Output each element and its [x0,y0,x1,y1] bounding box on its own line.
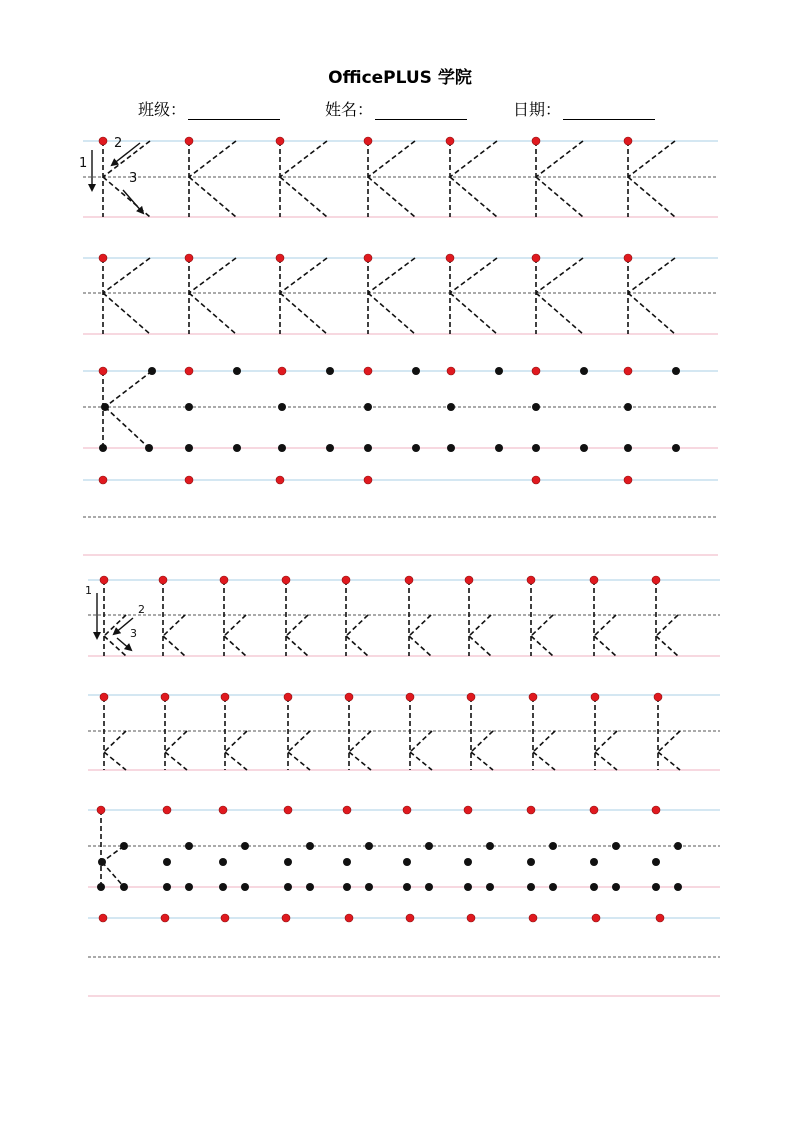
guide-lines [83,141,720,996]
trace-dot [99,444,107,452]
K-upper-arm-r2-3 [368,258,415,293]
trace-dot [580,367,588,375]
trace-dot [580,444,588,452]
start-dot [345,914,353,922]
trace-dot [233,367,241,375]
trace-dot [486,842,494,850]
start-dot [221,914,229,922]
start-dot [467,693,475,701]
k-leg-r2-1 [165,752,187,770]
trace-dot [101,403,109,411]
start-dot [529,693,537,701]
k-leg-r1-6 [469,636,491,656]
K-upper-arm-r2-1 [189,258,236,293]
k-arm-r1-7 [531,615,553,636]
trace-dot [674,883,682,891]
start-dot [364,476,372,484]
k-arm-r1-3 [286,615,308,636]
trace-dot [403,883,411,891]
start-dot [624,254,632,262]
start-dot [185,476,193,484]
trace-dot [412,367,420,375]
K-upper-arm-r1-6 [628,141,675,177]
K-lower-leg-r1-2 [280,177,327,217]
trace-dot [412,444,420,452]
start-dot [529,914,537,922]
K-lower-leg-r2-4 [450,293,497,334]
k-model-leg [102,862,124,887]
k-arm-r2-5 [410,731,432,752]
trace-dot [219,883,227,891]
trace-dot [148,367,156,375]
start-dot [532,476,540,484]
start-dot [99,254,107,262]
stroke-number-3: 3 [129,171,138,186]
start-dot [276,254,284,262]
stroke-number-2: 2 [138,603,145,616]
trace-dot [306,842,314,850]
start-dot [591,693,599,701]
k-leg-r1-7 [531,636,553,656]
trace-dot [447,403,455,411]
start-dot [624,137,632,145]
start-dot [284,693,292,701]
K-upper-arm-r1-5 [536,141,583,177]
K-model-arm [105,371,152,407]
start-dot [405,576,413,584]
k-leg-r1-1 [163,636,185,656]
k-leg-r2-0 [104,752,126,770]
page-title: OfficePLUS 学院 [328,68,472,88]
start-dot [446,254,454,262]
letter-glyphs [101,141,680,887]
K-upper-arm-r2-0 [103,258,150,293]
stroke-number-1: 1 [85,584,92,597]
k-leg-r1-2 [224,636,246,656]
trace-dot [549,883,557,891]
start-dot [406,914,414,922]
trace-dot [284,883,292,891]
start-dot [364,254,372,262]
start-dot [447,367,455,375]
trace-dot [278,444,286,452]
k-arm-r1-8 [594,615,616,636]
trace-dot [403,858,411,866]
start-dot [342,576,350,584]
start-dot [343,806,351,814]
k-arm-r1-2 [224,615,246,636]
start-dot [624,476,632,484]
trace-dot [343,883,351,891]
trace-dot [624,403,632,411]
k-leg-r1-3 [286,636,308,656]
k-arm-r2-7 [533,731,555,752]
dots [97,137,682,922]
trace-dot [527,883,535,891]
start-dot [532,254,540,262]
K-lower-leg-r2-0 [103,293,150,334]
start-dot [284,806,292,814]
date-label: 日期： [513,100,562,119]
k-arm-r2-8 [595,731,617,752]
trace-dot [241,842,249,850]
trace-dot [326,367,334,375]
trace-dot [145,444,153,452]
start-dot [99,367,107,375]
k-arm-r1-6 [469,615,491,636]
k-arm-r2-9 [658,731,680,752]
trace-dot [652,883,660,891]
k-leg-r1-0 [104,636,126,656]
start-dot [532,137,540,145]
trace-dot [241,883,249,891]
trace-dot [652,858,660,866]
trace-dot [364,403,372,411]
K-upper-arm-r2-4 [450,258,497,293]
k-arm-r1-9 [656,615,678,636]
start-dot [527,576,535,584]
trace-dot [486,883,494,891]
k-arm-r1-4 [346,615,368,636]
K-lower-leg-r1-5 [536,177,583,217]
start-dot [221,693,229,701]
k-leg-r2-8 [595,752,617,770]
trace-dot [532,444,540,452]
K-lower-leg-r1-6 [628,177,675,217]
start-dot [276,137,284,145]
start-dot [345,693,353,701]
k-model-arm [102,846,124,862]
start-dot [364,137,372,145]
trace-dot [590,883,598,891]
trace-dot [185,842,193,850]
trace-dot [674,842,682,850]
k-arm-r2-6 [471,731,493,752]
k-leg-r2-4 [349,752,371,770]
K-lower-leg-r1-1 [189,177,236,217]
k-arm-r1-5 [409,615,431,636]
start-dot [652,806,660,814]
trace-dot [464,883,472,891]
k-leg-r2-7 [533,752,555,770]
start-dot [99,914,107,922]
trace-dot [233,444,241,452]
k-arm-r2-3 [288,731,310,752]
start-dot [464,806,472,814]
trace-dot [549,842,557,850]
K-lower-leg-r2-3 [368,293,415,334]
trace-dot [495,367,503,375]
start-dot [185,254,193,262]
stroke-number-1: 1 [79,156,88,171]
trace-dot [120,883,128,891]
K-upper-arm-r1-2 [280,141,327,177]
trace-dot [527,858,535,866]
start-dot [185,367,193,375]
K-lower-leg-r2-2 [280,293,327,334]
trace-dot [365,883,373,891]
k-arm-r2-2 [225,731,247,752]
start-dot [403,806,411,814]
start-dot [100,693,108,701]
k-leg-r1-4 [346,636,368,656]
trace-dot [425,883,433,891]
K-upper-arm-r1-3 [368,141,415,177]
trace-dot [185,403,193,411]
k-leg-r1-5 [409,636,431,656]
K-lower-leg-r2-1 [189,293,236,334]
k-leg-r1-8 [594,636,616,656]
k-leg-r2-2 [225,752,247,770]
name-label: 姓名： [325,100,374,119]
K-upper-arm-r1-1 [189,141,236,177]
start-dot [278,367,286,375]
start-dot [527,806,535,814]
K-lower-leg-r1-3 [368,177,415,217]
K-lower-leg-r1-4 [450,177,497,217]
start-dot [590,806,598,814]
start-dot [185,137,193,145]
start-dot [590,576,598,584]
trace-dot [672,444,680,452]
trace-dot [120,842,128,850]
trace-dot [464,858,472,866]
K-upper-arm-r1-4 [450,141,497,177]
stroke-arrow-3 [117,638,131,650]
start-dot [99,137,107,145]
trace-dot [590,858,598,866]
K-lower-leg-r2-5 [536,293,583,334]
start-dot [282,914,290,922]
start-dot [282,576,290,584]
stroke-number-2: 2 [114,136,123,151]
stroke-arrow-3 [123,190,143,213]
stroke-order-guide [79,136,145,650]
start-dot [161,914,169,922]
trace-dot [624,444,632,452]
k-arm-r2-4 [349,731,371,752]
start-dot [465,576,473,584]
trace-dot [612,883,620,891]
class-label: 班级： [138,100,187,119]
trace-dot [326,444,334,452]
trace-dot [365,842,373,850]
trace-dot [163,858,171,866]
trace-dot [447,444,455,452]
start-dot [161,693,169,701]
start-dot [532,367,540,375]
start-dot [100,576,108,584]
trace-dot [672,367,680,375]
start-dot [446,137,454,145]
K-upper-arm-r2-6 [628,258,675,293]
k-leg-r2-6 [471,752,493,770]
start-dot [163,806,171,814]
trace-dot [612,842,620,850]
K-lower-leg-r1-0 [103,177,150,217]
trace-dot [98,858,106,866]
start-dot [220,576,228,584]
k-leg-r2-5 [410,752,432,770]
start-dot [219,806,227,814]
start-dot [624,367,632,375]
trace-dot [219,858,227,866]
K-upper-arm-r2-2 [280,258,327,293]
k-arm-r2-1 [165,731,187,752]
trace-dot [163,883,171,891]
k-arm-r2-0 [104,731,126,752]
start-dot [97,806,105,814]
trace-dot [185,444,193,452]
start-dot [99,476,107,484]
k-arm-r1-1 [163,615,185,636]
trace-dot [97,883,105,891]
start-dot [592,914,600,922]
trace-dot [425,842,433,850]
K-upper-arm-r2-5 [536,258,583,293]
K-model-leg [105,407,149,448]
start-dot [467,914,475,922]
trace-dot [495,444,503,452]
trace-dot [343,858,351,866]
start-dot [159,576,167,584]
k-leg-r2-3 [288,752,310,770]
start-dot [654,693,662,701]
start-dot [656,914,664,922]
trace-dot [532,403,540,411]
trace-dot [306,883,314,891]
trace-dot [185,883,193,891]
start-dot [406,693,414,701]
trace-dot [364,444,372,452]
k-leg-r1-9 [656,636,678,656]
start-dot [276,476,284,484]
K-upper-arm-r1-0 [103,141,150,177]
trace-dot [284,858,292,866]
k-leg-r2-9 [658,752,680,770]
start-dot [364,367,372,375]
stroke-number-3: 3 [130,627,137,640]
K-lower-leg-r2-6 [628,293,675,334]
start-dot [652,576,660,584]
trace-dot [278,403,286,411]
